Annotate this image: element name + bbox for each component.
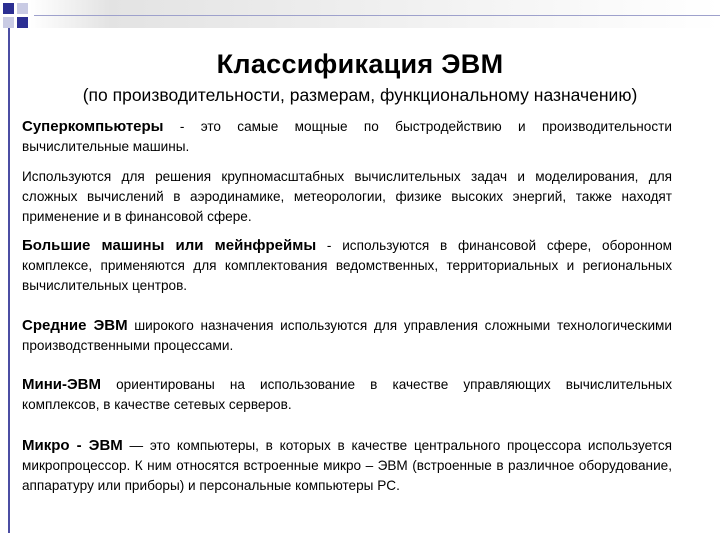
paragraph-supercomputers [22, 117, 672, 157]
paragraph-mini-computers [22, 375, 672, 415]
paragraph-micro-computers [22, 436, 672, 496]
corner-square-icon [17, 17, 28, 28]
term-supercomputers: Суперкомпьютеры [22, 118, 164, 135]
paragraph-mainframes [22, 236, 672, 296]
paragraph-text: - используются в финансовой сфере, оборонном комплексе, применяются для комплектования ведомственных, территориальных и региональных вычислительных центров. [22, 238, 672, 293]
corner-square-icon [3, 17, 14, 28]
term-mini-computers: Мини-ЭВМ [22, 376, 101, 393]
slide-header-band [0, 0, 720, 28]
paragraph-text: - это самые мощные по быстродействию и производительности вычислительные машины. [22, 119, 672, 154]
corner-square-icon [3, 3, 14, 14]
paragraph-supercomputers-usage [22, 167, 672, 227]
paragraph-text: Используются для решения крупномасштабных вычислительных задач и моделирования, для сложных вычислений в аэродинамике, метеорологии, физике высоких энергий, также находят применение и в финансовой сфере. [22, 169, 672, 224]
paragraph-text: ориентированы на использование в качестве управляющих вычислительных комплексов, в качестве сетевых серверов. [22, 377, 672, 412]
paragraph-medium-computers [22, 316, 672, 356]
term-mainframes: Большие машины или мейнфреймы [22, 237, 317, 254]
paragraph-text: широкого назначения используются для управления сложными технологическими производственными процессами. [22, 318, 672, 353]
corner-square-icon [17, 3, 28, 14]
header-divider [34, 15, 720, 16]
paragraph-text: — это компьютеры, в которых в качестве центрального процессора используется микропроцессор. К ним относятся встроенные микро – ЭВМ (встроенные в различное оборудование, аппаратуру или приборы) и персональные компьютеры PC. [22, 438, 672, 493]
term-micro-computers: Микро - ЭВМ [22, 437, 123, 454]
slide-title: Классификация ЭВМ [216, 49, 504, 79]
term-medium-computers: Средние ЭВМ [22, 317, 128, 334]
slide-subtitle: (по производительности, размерам, функциональному назначению) [82, 85, 638, 105]
